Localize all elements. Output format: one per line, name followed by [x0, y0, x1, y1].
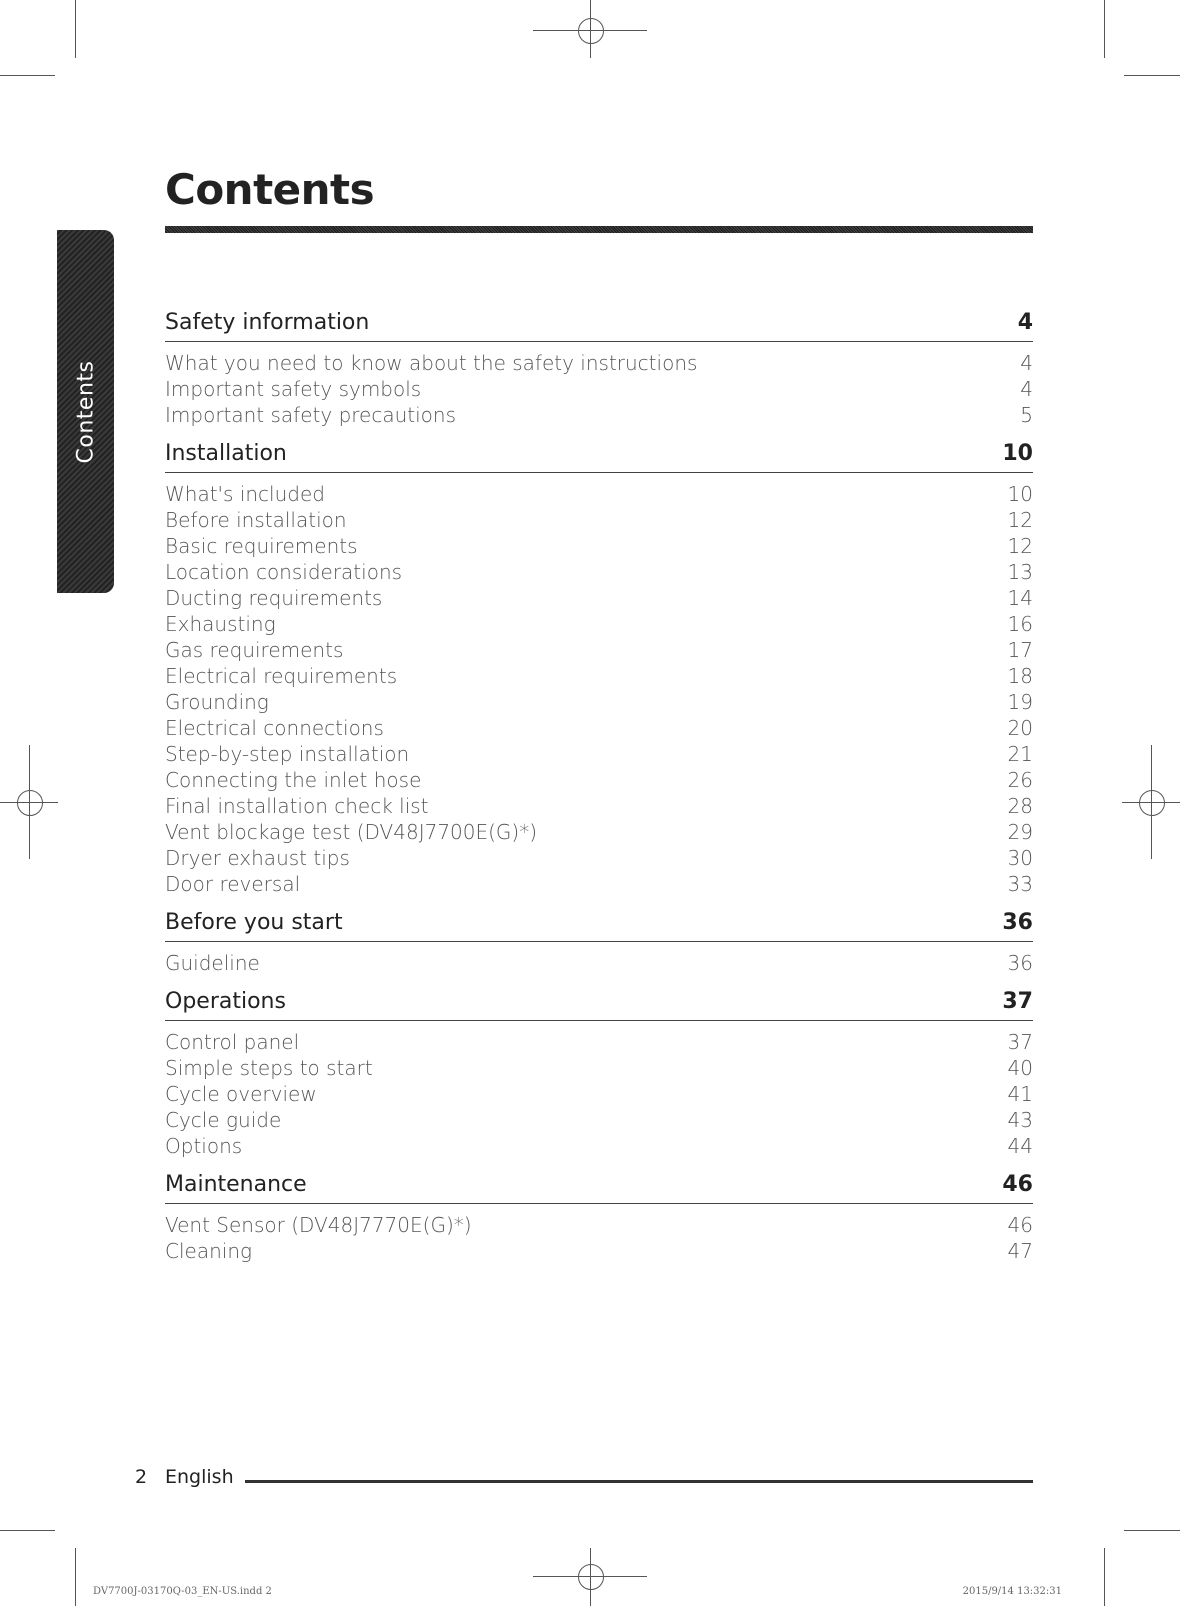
toc-entry[interactable]: [165, 481, 1033, 507]
entry-page: 28: [1007, 794, 1033, 818]
entry-label: Vent blockage test (DV48J7700E(G)*): [165, 820, 538, 844]
entry-page: 12: [1007, 508, 1033, 532]
section-heading[interactable]: [165, 987, 1033, 1021]
entry-label: Before installation: [165, 508, 347, 532]
section-heading[interactable]: [165, 308, 1033, 342]
entry-label: Exhausting: [165, 612, 276, 636]
section-items: [165, 350, 1033, 428]
section-title: Safety information: [165, 310, 370, 335]
entry-label: Electrical requirements: [165, 664, 398, 688]
entry-label: Important safety symbols: [165, 377, 422, 401]
side-tab-label: Contents: [73, 360, 98, 463]
entry-page: 4: [1020, 351, 1033, 375]
toc-entry[interactable]: [165, 1055, 1033, 1081]
toc-entry[interactable]: [165, 507, 1033, 533]
entry-page: 29: [1007, 820, 1033, 844]
table-of-contents: [165, 308, 1033, 1264]
slug-file: DV7700J-03170Q-03_EN-US.indd 2: [93, 1586, 272, 1597]
toc-entry[interactable]: [165, 663, 1033, 689]
entry-label: Ducting requirements: [165, 586, 383, 610]
crop-mark: [0, 1530, 55, 1531]
toc-entry[interactable]: [165, 1107, 1033, 1133]
toc-entry[interactable]: [165, 637, 1033, 663]
entry-label: Basic requirements: [165, 534, 358, 558]
section-items: [165, 1029, 1033, 1159]
entry-page: 10: [1007, 482, 1033, 506]
registration-mark: [578, 18, 604, 44]
section-page: 37: [1002, 989, 1033, 1014]
toc-entry[interactable]: [165, 871, 1033, 897]
entry-label: Guideline: [165, 951, 260, 975]
toc-entry[interactable]: [165, 793, 1033, 819]
entry-label: Cycle guide: [165, 1108, 282, 1132]
toc-entry[interactable]: [165, 1081, 1033, 1107]
entry-label: Connecting the inlet hose: [165, 768, 422, 792]
section-items: [165, 481, 1033, 897]
entry-label: Cleaning: [165, 1239, 252, 1263]
entry-label: Dryer exhaust tips: [165, 846, 350, 870]
entry-label: Vent Sensor (DV48J7770E(G)*): [165, 1213, 472, 1237]
section-page: 10: [1002, 441, 1033, 466]
entry-page: 18: [1007, 664, 1033, 688]
entry-label: Cycle overview: [165, 1082, 317, 1106]
registration-mark: [17, 790, 43, 816]
entry-label: Location considerations: [165, 560, 403, 584]
entry-label: What you need to know about the safety instructions: [165, 351, 698, 375]
crop-mark: [1124, 75, 1180, 76]
toc-entry[interactable]: [165, 950, 1033, 976]
entry-page: 26: [1007, 768, 1033, 792]
toc-section: [165, 987, 1033, 1159]
entry-label: Control panel: [165, 1030, 300, 1054]
section-heading[interactable]: [165, 1170, 1033, 1204]
entry-page: 5: [1020, 403, 1033, 427]
toc-entry[interactable]: [165, 533, 1033, 559]
crop-mark: [1104, 0, 1105, 58]
section-heading[interactable]: [165, 908, 1033, 942]
entry-label: Final installation check list: [165, 794, 429, 818]
entry-page: 43: [1007, 1108, 1033, 1132]
entry-page: 16: [1007, 612, 1033, 636]
entry-page: 44: [1007, 1134, 1033, 1158]
registration-mark: [578, 1564, 604, 1590]
entry-page: 41: [1007, 1082, 1033, 1106]
toc-entry[interactable]: [165, 715, 1033, 741]
toc-entry[interactable]: [165, 376, 1033, 402]
entry-page: 14: [1007, 586, 1033, 610]
crop-mark: [1124, 1530, 1180, 1531]
slug-timestamp: 2015/9/14 13:32:31: [962, 1586, 1062, 1597]
toc-entry[interactable]: [165, 845, 1033, 871]
section-title: Operations: [165, 989, 286, 1014]
title-rule: [165, 226, 1033, 233]
side-tab: [57, 230, 114, 593]
entry-page: 37: [1007, 1030, 1033, 1054]
toc-section: [165, 308, 1033, 428]
entry-label: Electrical connections: [165, 716, 384, 740]
toc-section: [165, 908, 1033, 976]
entry-page: 21: [1007, 742, 1033, 766]
footer-rule: [245, 1480, 1033, 1483]
entry-page: 13: [1007, 560, 1033, 584]
entry-label: Simple steps to start: [165, 1056, 373, 1080]
entry-page: 36: [1007, 951, 1033, 975]
entry-page: 33: [1007, 872, 1033, 896]
toc-entry[interactable]: [165, 350, 1033, 376]
section-heading[interactable]: [165, 439, 1033, 473]
toc-entry[interactable]: [165, 402, 1033, 428]
entry-page: 30: [1007, 846, 1033, 870]
toc-section: [165, 1170, 1033, 1264]
toc-entry[interactable]: [165, 559, 1033, 585]
toc-entry[interactable]: [165, 585, 1033, 611]
section-items: [165, 1212, 1033, 1264]
toc-entry[interactable]: [165, 1029, 1033, 1055]
section-page: 46: [1002, 1172, 1033, 1197]
toc-entry[interactable]: [165, 741, 1033, 767]
footer-language: English: [165, 1466, 234, 1488]
entry-page: 47: [1007, 1239, 1033, 1263]
entry-page: 17: [1007, 638, 1033, 662]
toc-entry[interactable]: [165, 689, 1033, 715]
crop-mark: [1104, 1548, 1105, 1606]
entry-label: Door reversal: [165, 872, 301, 896]
toc-entry[interactable]: [165, 1212, 1033, 1238]
entry-label: Step-by-step installation: [165, 742, 410, 766]
entry-page: 40: [1007, 1056, 1033, 1080]
section-title: Installation: [165, 441, 287, 466]
toc-entry[interactable]: [165, 819, 1033, 845]
toc-entry[interactable]: [165, 767, 1033, 793]
entry-page: 4: [1020, 377, 1033, 401]
footer-page-number: 2: [135, 1466, 148, 1488]
entry-label: Grounding: [165, 690, 269, 714]
section-title: Before you start: [165, 910, 343, 935]
toc-section: [165, 439, 1033, 897]
section-items: [165, 950, 1033, 976]
entry-label: Important safety precautions: [165, 403, 457, 427]
crop-mark: [75, 0, 76, 58]
toc-entry[interactable]: [165, 1133, 1033, 1159]
page-title: Contents: [165, 165, 375, 214]
entry-page: 19: [1007, 690, 1033, 714]
toc-entry[interactable]: [165, 1238, 1033, 1264]
section-page: 4: [1017, 310, 1033, 335]
entry-page: 12: [1007, 534, 1033, 558]
toc-entry[interactable]: [165, 611, 1033, 637]
section-title: Maintenance: [165, 1172, 307, 1197]
crop-mark: [0, 75, 55, 76]
entry-label: Options: [165, 1134, 243, 1158]
registration-mark: [1139, 790, 1165, 816]
entry-label: What's included: [165, 482, 325, 506]
section-page: 36: [1002, 910, 1033, 935]
entry-page: 20: [1007, 716, 1033, 740]
entry-label: Gas requirements: [165, 638, 344, 662]
entry-page: 46: [1007, 1213, 1033, 1237]
crop-mark: [75, 1548, 76, 1606]
